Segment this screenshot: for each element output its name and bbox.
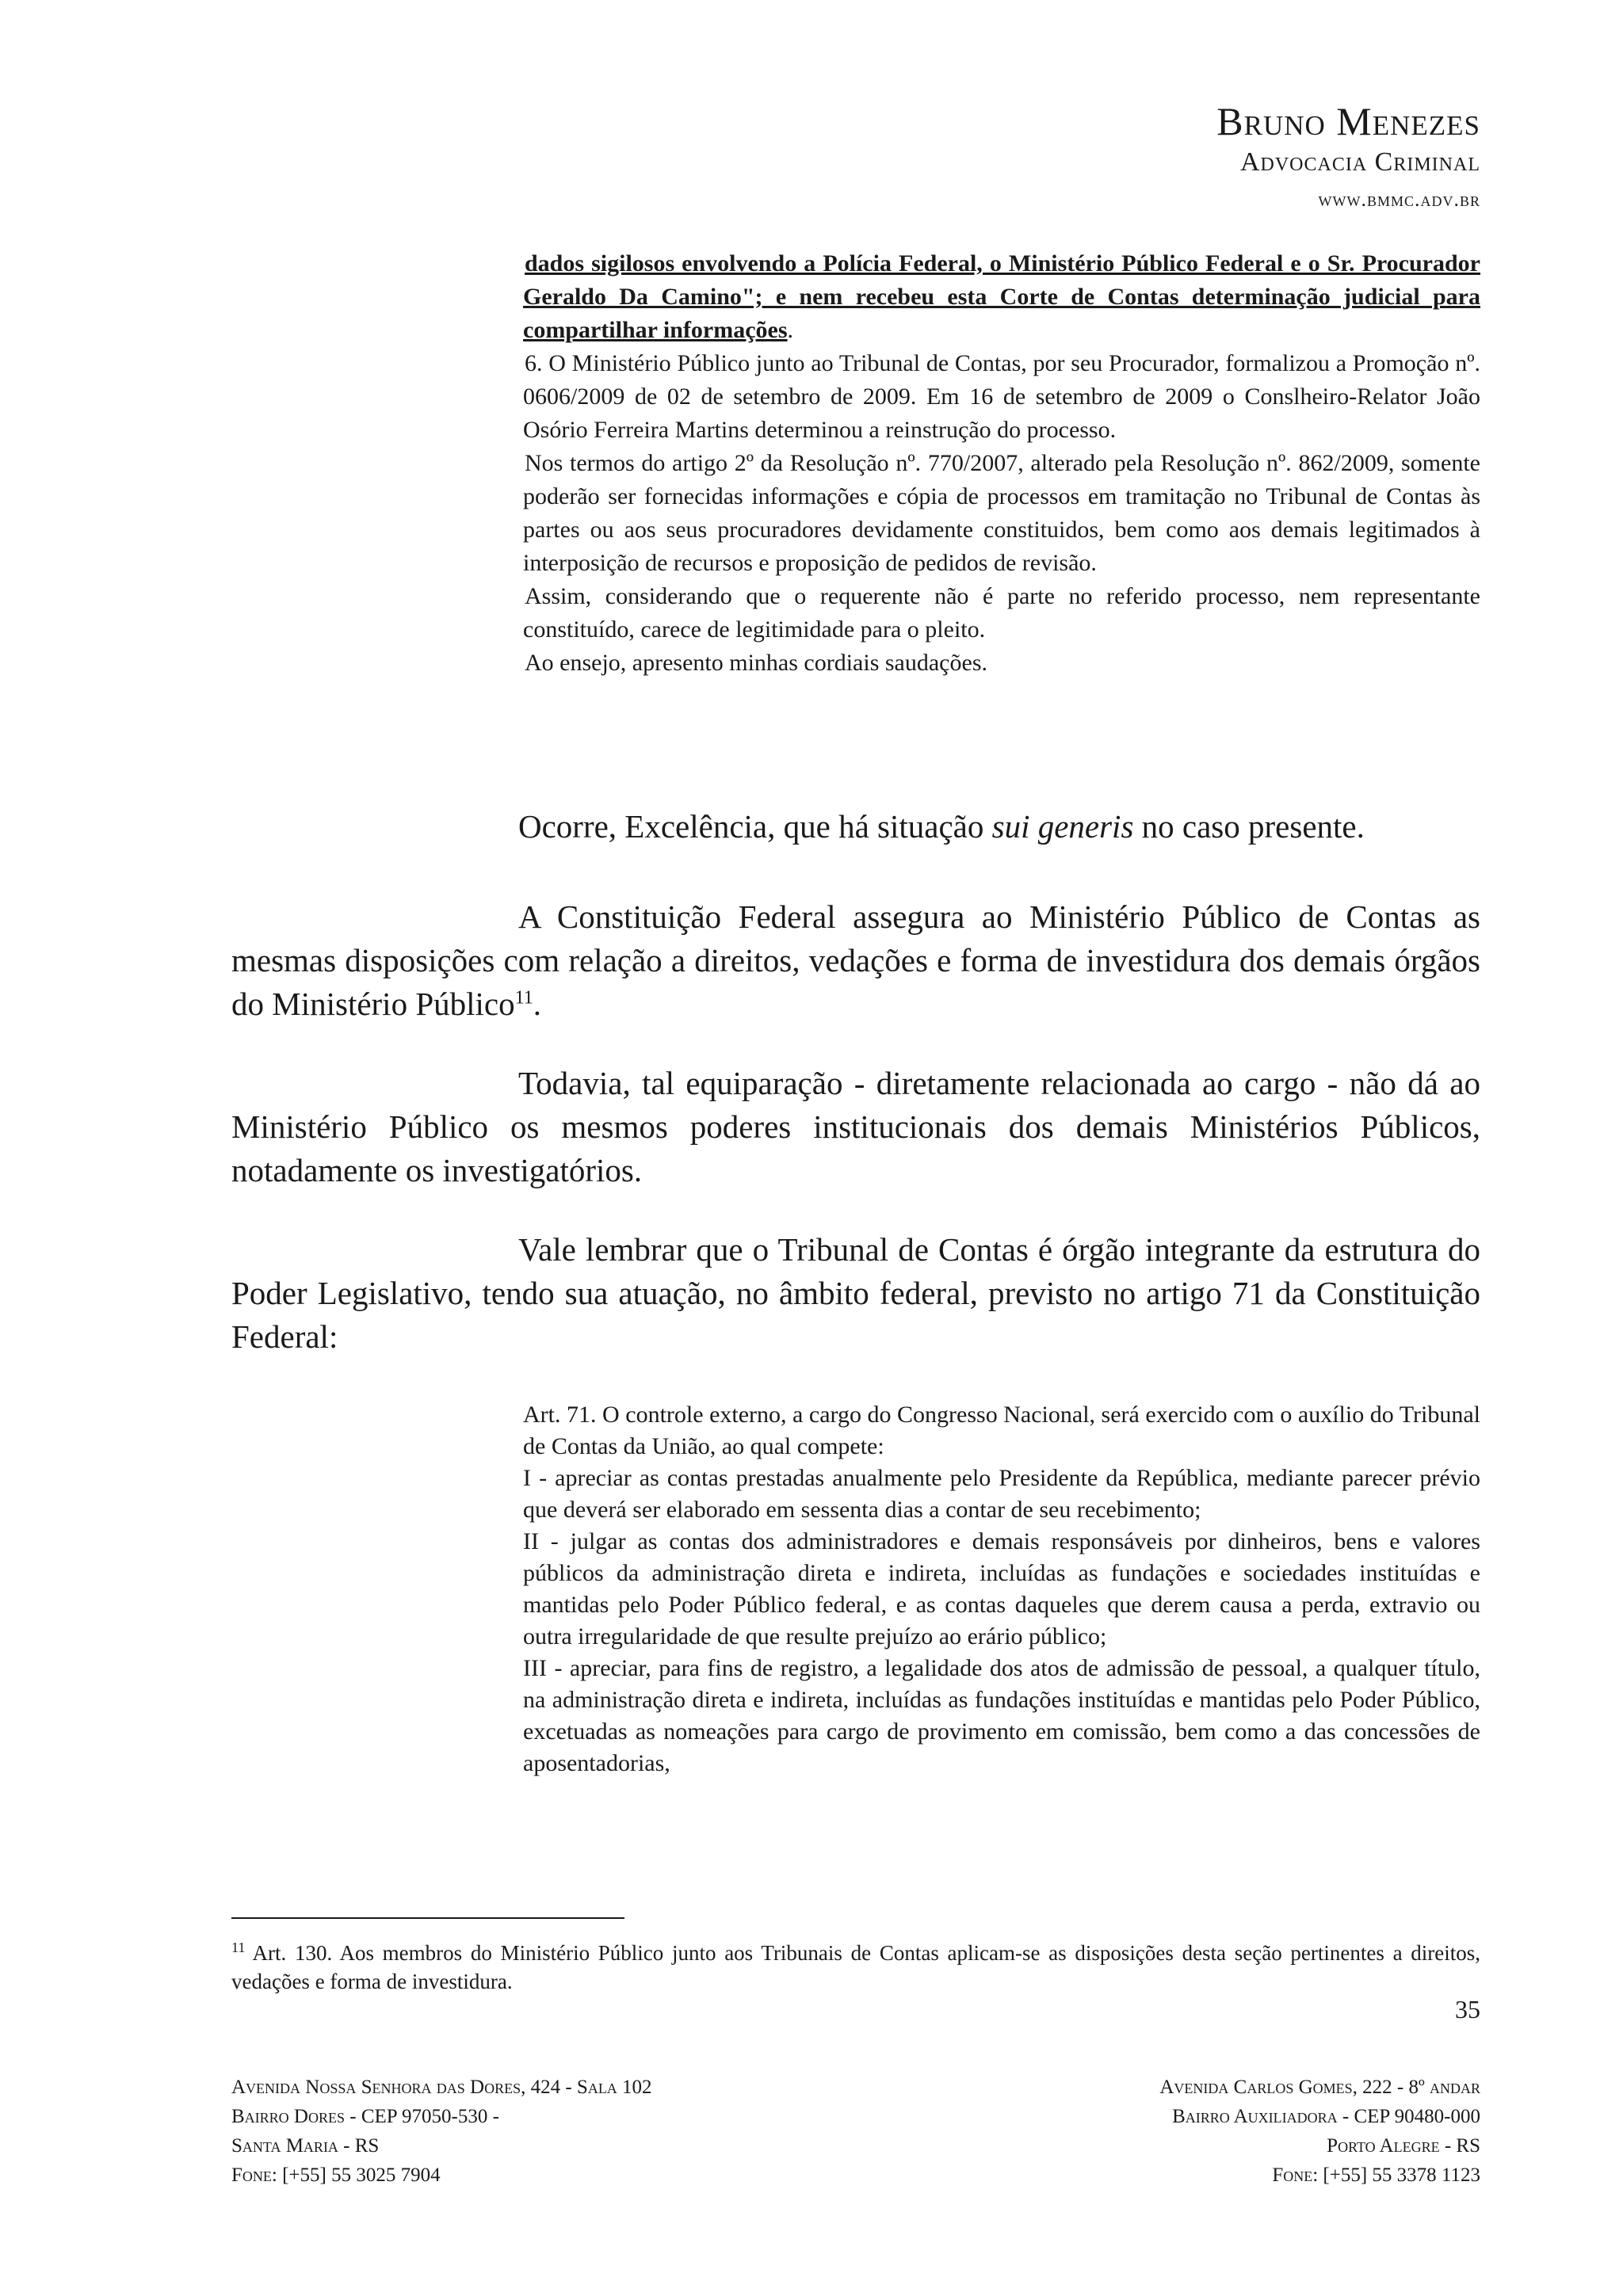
body-paragraph-2: A Constituição Federal assegura ao Ministério Público de Contas as mesmas disposições com relação a direitos, vedações e forma de investidura dos demais órgãos do Ministério Público$^{11}$. [231,898,1480,1022]
firm-subtitle: Advocacia Criminal [1239,147,1480,177]
letterhead [1216,99,1480,218]
footnote-11 [231,1933,1480,1996]
quote-paragraph-closing: Ao ensejo, apresento minhas cordiais saudações. [525,650,987,676]
latin-phrase: sui generis [991,808,1134,845]
address-santa-maria: Avenida Nossa Senhora das Dores, 424 - Sala 102 Bairro Dores - CEP 97050-530 - Santa Maria - RS Fone: [+55] 55 3025 7904 [231,2077,652,2186]
quote-bold-text: dados sigilosos envolvendo a Polícia Federal, o Ministério Público Federal e o Sr. Procurador Geraldo Da Camino"; e nem recebeu esta Corte de Contas determinação judicial para compartilhar informações [523,250,1480,343]
article-intro: Art. 71. O controle externo, a cargo do Congresso Nacional, será exercido com o auxílio do Tribunal de Contas da União, ao qual compete: [523,1402,1480,1459]
quote-bold-paragraph [523,247,1480,347]
footnote-text: Art. 130. Aos membros do Ministério Público junto aos Tribunais de Contas aplicam-se as disposições desta seção pertinentes a direitos, vedações e forma de investidura. [231,1941,1480,1993]
address-porto-alegre: Avenida Carlos Gomes, 222 - 8º andar Bairro Auxiliadora - CEP 90480-000 Porto Alegre - RS Fone: [+55] 55 3378 1123 [1159,2077,1480,2186]
article-item-i: I - apreciar as contas prestadas anualmente pelo Presidente da República, mediante parecer prévio que deverá ser elaborado em sessenta dias a contar de seu recebimento; [523,1465,1480,1523]
page-number: 35 [1455,1995,1480,2023]
firm-website: www.bmmc.adv.br [1318,188,1480,211]
firm-name: Bruno Menezes [1216,99,1480,143]
article-item-iii: III - apreciar, para fins de registro, a legalidade dos atos de admissão de pessoal, a qualquer título, na administração direta e indireta, incluídas as fundações instituídas e mantidas pelo Poder Público, excetuadas as nomeações para cargo de provimento em comissão, bem como a das concessões de aposentadorias, [523,1655,1480,1776]
body-paragraph-1: Ocorre, Excelência, que há situação sui generis no caso presente. [518,808,1365,845]
article-item-ii: II - julgar as contas dos administradores e demais responsáveis por dinheiros, bens e valores públicos da administração direta e indireta, incluídas as fundações e sociedades instituídas e mantidas pelo Poder Público federal, e as contas daqueles que derem causa a perda, extravio ou outra irregularidade de que resulte prejuízo ao erário público; [523,1528,1480,1650]
quote-bold-end: . [787,317,794,343]
article-71-quote [523,1399,1480,1779]
quote-paragraph-6: 6. O Ministério Público junto ao Tribunal de Contas, por seu Procurador, formalizou a Promoção nº. 0606/2009 de 02 de setembro de 2009. Em 16 de setembro de 2009 o Conslheiro-Relator João Osório Ferreira Martins determinou a reinstrução do processo. [523,350,1480,443]
footnote-ref[interactable]: 11 [514,987,533,1009]
footnote-divider [231,1917,624,1919]
body-paragraph-3: Todavia, tal equiparação - diretamente relacionada ao cargo - não dá ao Ministério Público os mesmos poderes institucionais dos demais Ministérios Públicos, notadamente os investigatórios. [231,1065,1480,1188]
quote-paragraph-resolution: Nos termos do artigo 2º da Resolução nº. 770/2007, alterado pela Resolução nº. 862/2009, somente poderão ser fornecidas informações e cópia de processos em tramitação no Tribunal de Contas às partes ou aos seus procuradores devidamente constituidos, bem como aos demais legitimados à interposição de recursos e proposição de pedidos de revisão. [523,450,1480,576]
body-paragraph-4: Vale lembrar que o Tribunal de Contas é órgão integrante da estrutura do Poder Legislativo, tendo sua atuação, no âmbito federal, previsto no artigo 71 da Constituição Federal: [231,1231,1480,1355]
quoted-decision [523,247,1480,680]
quote-paragraph-assim: Assim, considerando que o requerente não é parte no referido processo, nem representante constituído, carece de legitimidade para o pleito. [523,583,1480,643]
footnote-number: 11 [231,1939,246,1955]
